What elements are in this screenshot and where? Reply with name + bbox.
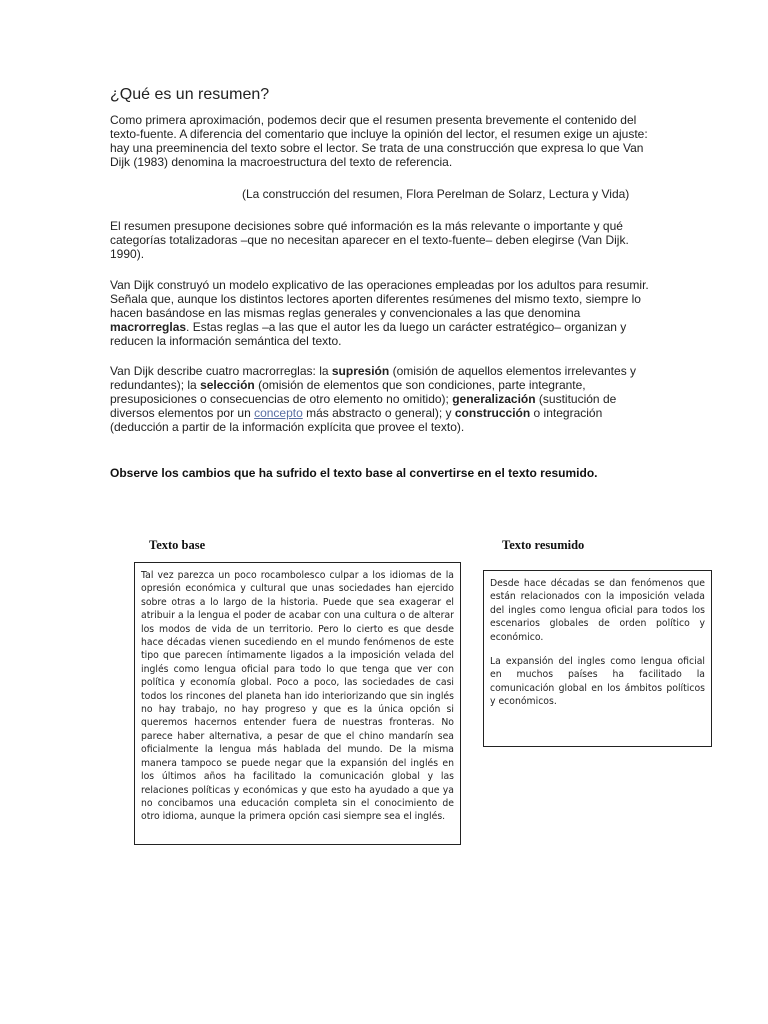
term-seleccion: selección <box>200 378 255 392</box>
model-text-c: . Estas reglas –a las que el autor les da luego un carácter estratégico– organizan y reducen la información semántica del texto. <box>110 320 627 348</box>
texto-base-box <box>134 562 461 845</box>
texto-resumido-p2: La expansión del ingles como lengua oficial en muchos países ha facilitado la comunicación global en los ámbitos políticos y económicos. <box>490 656 705 708</box>
rules-text-g: (sustitución de diversos elementos por un <box>110 392 617 420</box>
page-title: ¿Qué es un resumen? <box>110 86 270 103</box>
intro-paragraph: Como primera aproximación, podemos decir que el resumen presenta brevemente el contenido del texto-fuente. A diferencia del comentario que incluye la opinión del lector, el resumen exige un ajuste: hay una preeminencia del texto sobre el lector. Se trata de una construcción que expresa lo que Van Dijk (1983) denomina la macroestructura del texto de referencia. <box>110 113 648 169</box>
concepto-link[interactable]: concepto <box>254 406 303 420</box>
instruction: Observe los cambios que ha sufrido el texto base al convertirse en el texto resumido. <box>110 466 598 480</box>
texto-resumido-box <box>483 570 712 747</box>
rules-text-c: (omisión de aquellos elementos irrelevantes y redundantes); la <box>110 364 637 392</box>
rules-text-h: más abstracto o general); y <box>302 406 455 420</box>
term-generalizacion: generalización <box>452 392 536 406</box>
rules-text-a: Van Dijk describe cuatro macrorreglas: la <box>110 364 332 378</box>
rules-text-e: (omisión de elementos que son condiciones, parte integrante, presuposiciones o consecuencias de otro elemento no omitido); <box>110 378 586 406</box>
term-supresion: supresión <box>331 364 390 378</box>
texto-base-text: Tal vez parezca un poco rocambolesco culpar a los idiomas de la opresión económica y cultural que unas sociedades han ejercido sobre otras a lo largo de la historia. Puede que sea exagerar el atribuir a la lengua el poder de acabar con una cultura o de alterar los modos de vida de un territorio. Pero lo cierto es que desde hace décadas vienen sucediendo en el mundo fenómenos de este tipo que parecen íntimamente ligados a la imposición velada del inglés como lengua oficial para todo lo que tenga que ver con política y economía global. Poco a poco, las sociedades de casi todos los rincones del planeta han ido interiorizando que sin inglés no hay trabajo, no hay progreso y que es la única opción si queremos hacernos entender fuera de nuestras fronteras. No parece haber alternativa, a pesar de que el chino mandarín sea oficialmente la lengua más hablada del mundo. De la misma manera tampoco se puede negar que la expansión del inglés en los últimos años ha facilitado la comunicación global y las relaciones políticas y económicas y que esto ha ayudado a que ya no concibamos una educación completa sin el conocimiento de otro idioma, aunque la primera opción casi siempre sea el inglés. <box>141 570 454 823</box>
texto-base-label: Texto base <box>149 538 206 552</box>
term-construccion: construcción <box>454 406 531 420</box>
texto-resumido-label: Texto resumido <box>502 538 585 552</box>
texto-resumido-p1: Desde hace décadas se dan fenómenos que están relacionados con la imposición velada del ingles como lengua oficial para todos los escenarios globales de orden político y económico. <box>490 578 705 643</box>
term-macrorreglas: macrorreglas <box>110 320 187 334</box>
macrorules-paragraph <box>110 364 658 434</box>
rules-text-j: o integración (deducción a partir de la información explícita que provee el texto). <box>110 406 603 434</box>
model-paragraph <box>110 278 658 348</box>
citation: (La construcción del resumen, Flora Perelman de Solarz, Lectura y Vida) <box>242 187 630 201</box>
decisions-paragraph: El resumen presupone decisiones sobre qué información es la más relevante o importante y qué categorías totalizadoras –que no necesitan aparecer en el texto-fuente– deben elegirse (Van Dijk. 1990). <box>110 219 629 261</box>
model-text-a: Van Dijk construyó un modelo explicativo de las operaciones empleadas por los adultos para resumir. Señala que, aunque los distintos lectores aporten diferentes resúmenes del mismo texto, siempre lo hacen basándose en las mismas reglas generales y convencionales a las que denomina <box>110 278 649 320</box>
